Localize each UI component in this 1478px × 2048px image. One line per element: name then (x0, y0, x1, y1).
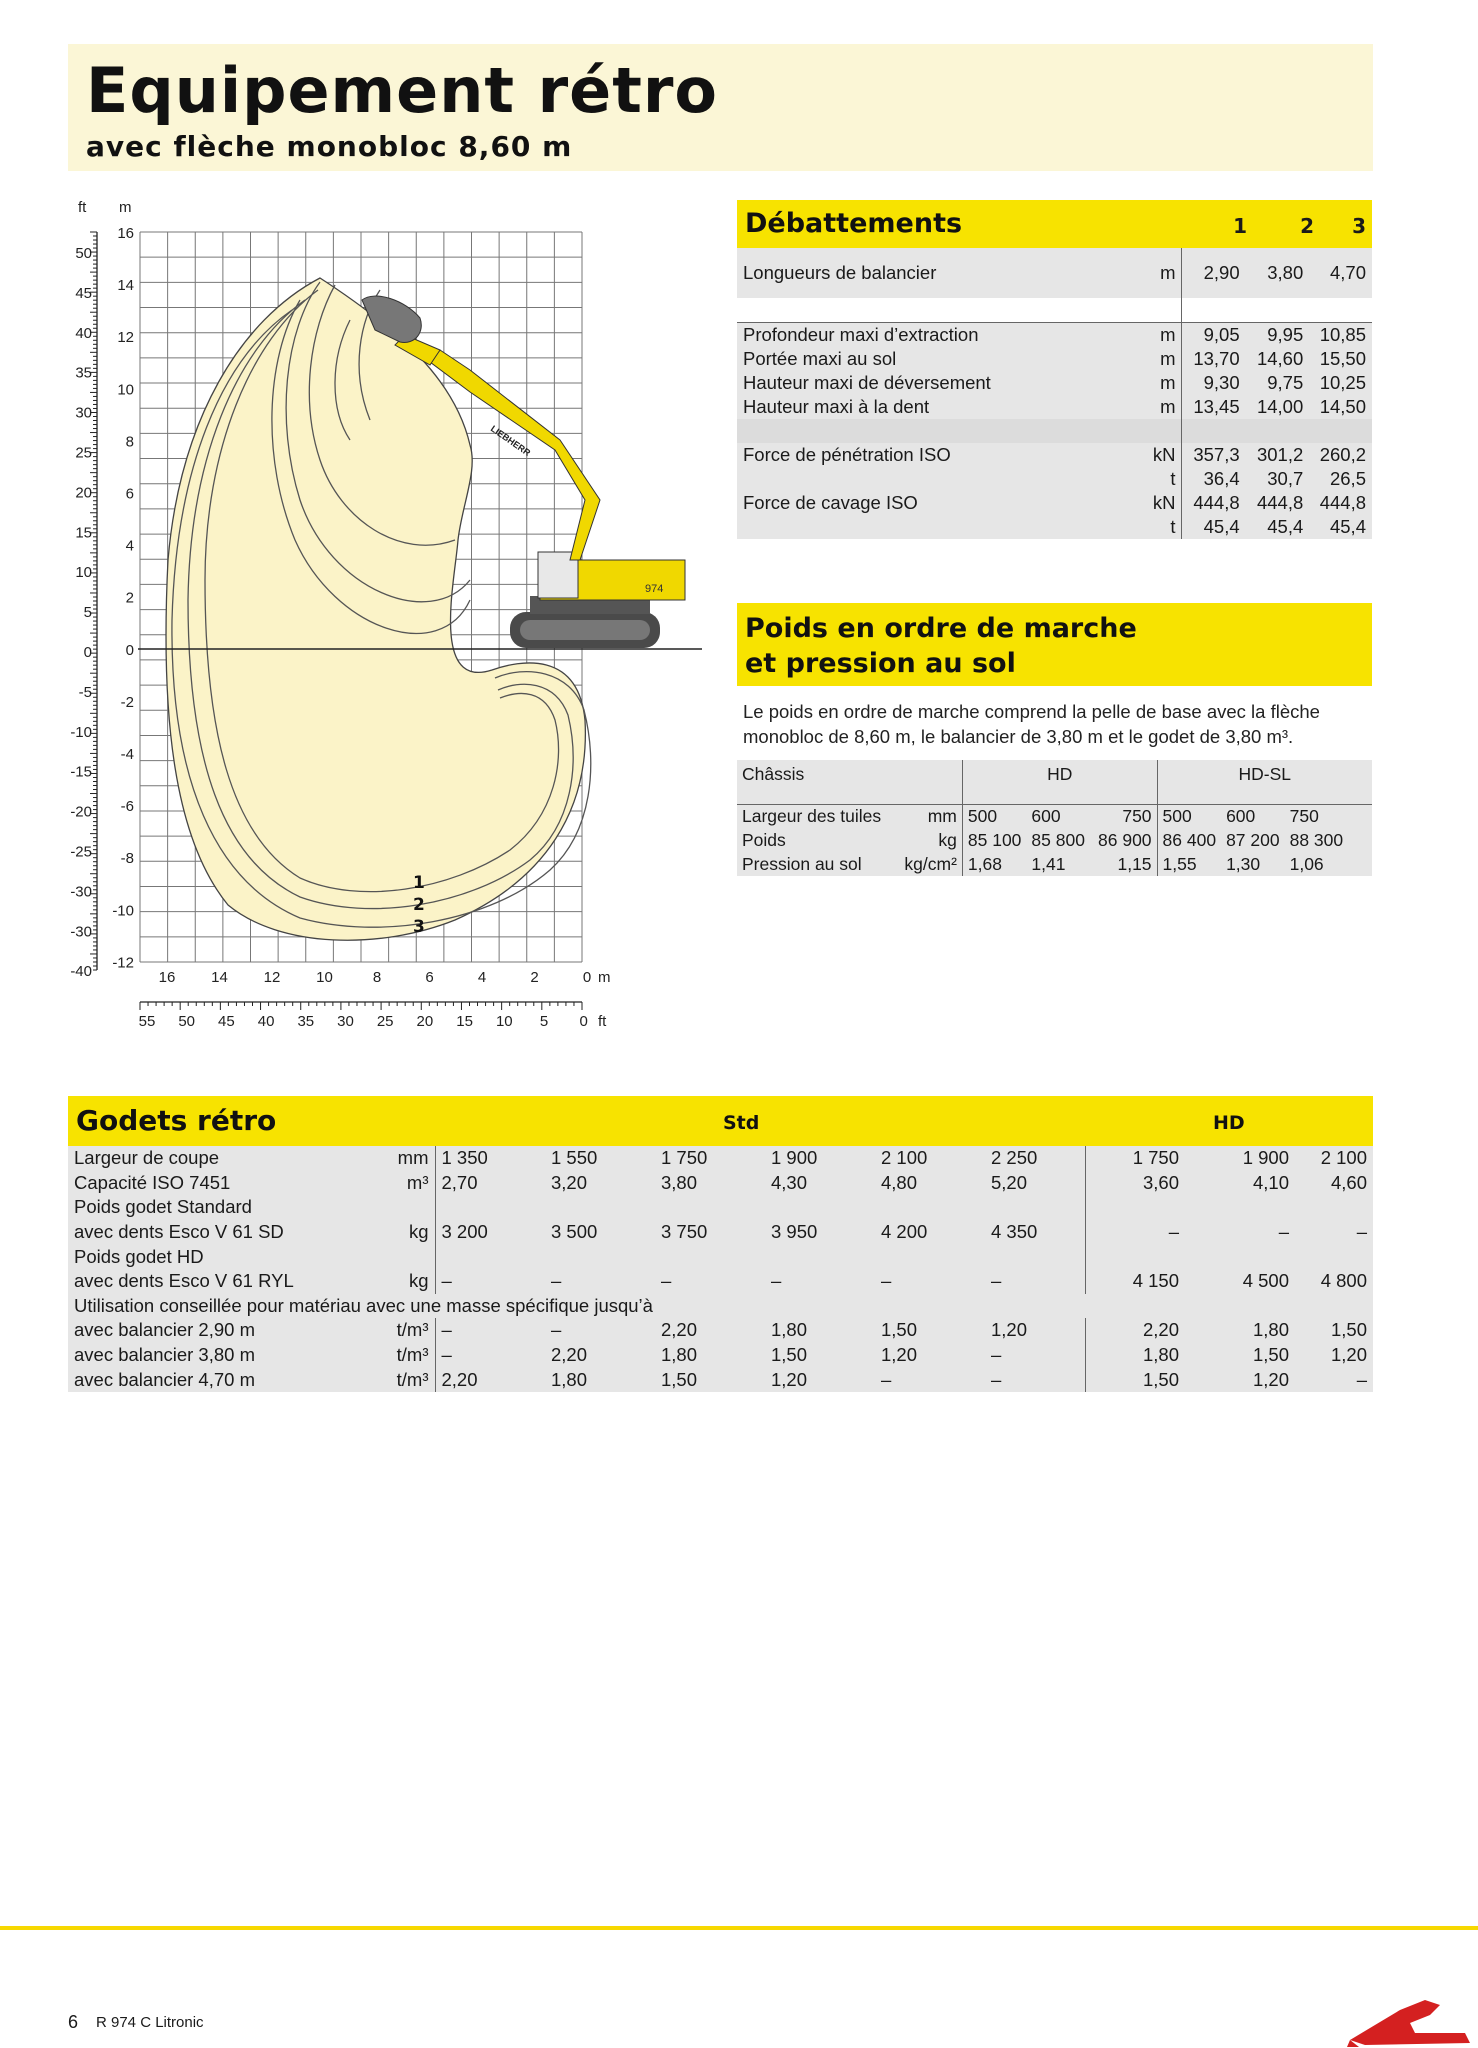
cell-value (1185, 1244, 1295, 1269)
row-label: Poids godet HD (74, 1245, 204, 1267)
cell-value: 2,20 (435, 1367, 545, 1392)
cell-value: 1,30 (1226, 853, 1261, 874)
working-range-diagram (0, 190, 720, 1050)
cell-value: 1 900 (771, 1147, 818, 1169)
table-row (68, 1343, 1373, 1368)
table-row (737, 760, 1372, 804)
ft-axis-bottom-label: 30 (337, 1013, 354, 1030)
cell-value: 3 200 (435, 1220, 545, 1245)
cell-value: 2 250 (991, 1147, 1038, 1169)
cell-value: 3 950 (771, 1221, 818, 1243)
ft-axis-bottom-label: 35 (297, 1013, 315, 1030)
footer-model: R 974 C Litronic (96, 2014, 204, 2031)
row-unit: kN (1152, 444, 1176, 465)
m-axis-bottom-label: 16 (158, 969, 176, 986)
ft-tick-label: 15 (75, 524, 92, 542)
table-row (68, 1269, 1373, 1294)
cell-value: – (991, 1368, 1002, 1390)
ft-tick-label: 25 (75, 444, 92, 462)
table-row (737, 395, 1372, 419)
debattements-table (737, 248, 1372, 539)
row-label: avec balancier 2,90 m (74, 1319, 255, 1341)
m-tick-label: 8 (125, 433, 134, 451)
cell-value: 750 (1289, 805, 1319, 826)
cell-value: 4,10 (1252, 1171, 1289, 1193)
cell-value: 88 300 (1289, 829, 1344, 850)
godets-std-label: Std (723, 1112, 760, 1134)
cell-value: 1,15 (1117, 853, 1152, 874)
row-unit: m (1160, 372, 1176, 393)
ft-axis-bottom-label: 45 (218, 1013, 235, 1030)
cell-value (545, 1244, 655, 1269)
cell-value: 2,20 (661, 1319, 698, 1341)
cell-value: 1,68 (962, 852, 1026, 876)
axis-unit-ft-bottom: ft (598, 1013, 607, 1030)
ft-tick-label: -15 (70, 763, 92, 781)
cell-value: 2,70 (435, 1171, 545, 1196)
m-tick-label: -8 (120, 850, 134, 868)
cell-value: 1,80 (551, 1368, 588, 1390)
row-label: Poids godet Standard (74, 1196, 252, 1218)
cell-value: 750 (1122, 805, 1152, 826)
m-tick-label: 10 (117, 381, 134, 399)
chassis-hd: HD (962, 760, 1157, 804)
m-axis-bottom-label: 6 (425, 969, 434, 986)
row-label: avec dents Esco V 61 SD (74, 1221, 284, 1243)
godets-title: Godets rétro (76, 1104, 277, 1137)
ft-axis-bottom-label: 15 (456, 1013, 473, 1030)
m-tick-label: -12 (112, 954, 134, 972)
cell-value: 45,4 (1329, 516, 1366, 537)
cell-value (435, 1195, 545, 1220)
cell-value: 85 100 (962, 828, 1026, 852)
row-unit: m³ (406, 1171, 429, 1193)
cell-value: 1,06 (1289, 853, 1324, 874)
cell-value: 36,4 (1182, 467, 1246, 491)
row-unit: kg (408, 1221, 429, 1243)
page-title: Equipement rétro (86, 54, 719, 127)
table-row (68, 1367, 1373, 1392)
m-axis-bottom-label: 14 (211, 969, 228, 986)
m-tick-label: -2 (120, 693, 134, 711)
cell-value: 10,25 (1319, 372, 1366, 393)
row-label: Capacité ISO 7451 (74, 1171, 231, 1193)
cell-value: 3 750 (661, 1221, 708, 1243)
row-label: Largeur de coupe (74, 1147, 220, 1169)
cell-value: – (435, 1343, 545, 1368)
ft-axis-bottom-label: 5 (539, 1013, 549, 1030)
cell-value: 9,05 (1182, 323, 1246, 348)
row-label: Longueurs de balancier (743, 262, 937, 283)
debattements-section (737, 200, 1372, 539)
cell-value: 14,00 (1256, 396, 1304, 417)
cell-value: 1,20 (1252, 1368, 1289, 1390)
table-row (68, 1318, 1373, 1343)
cell-value (1185, 1195, 1295, 1220)
cell-value: 2,20 (551, 1344, 588, 1366)
ft-axis-bottom-label: 20 (416, 1013, 434, 1030)
cell-value: – (1356, 1221, 1367, 1243)
cell-value (655, 1244, 765, 1269)
ft-tick-label: -20 (70, 803, 92, 821)
boom-brand-label: LIEBHERR (488, 423, 533, 459)
curve-label-1: 1 (413, 873, 425, 893)
m-tick-label: 0 (125, 641, 134, 659)
godets-section (68, 1096, 1373, 1392)
cell-value (1085, 1195, 1185, 1220)
cell-value: 1,55 (1157, 852, 1221, 876)
ft-tick-label: -5 (78, 683, 92, 701)
row-unit (373, 1195, 435, 1220)
godets-header (68, 1096, 1373, 1146)
row-unit: t/m³ (396, 1344, 429, 1366)
row-unit: mm (927, 805, 957, 826)
row-unit: mm (397, 1147, 429, 1169)
row-unit: m (1160, 262, 1176, 283)
cell-value: 1 750 (661, 1147, 708, 1169)
poids-header (737, 603, 1372, 686)
cell-value: 4,80 (881, 1171, 918, 1193)
cell-value: 13,45 (1182, 395, 1246, 419)
row-label: Hauteur maxi de déversement (743, 372, 991, 393)
cell-value (875, 1195, 985, 1220)
ft-tick-label: 35 (75, 364, 92, 382)
table-row (737, 347, 1372, 371)
cell-value: 85 800 (1031, 829, 1085, 850)
cell-value: 444,8 (1182, 491, 1246, 515)
cell-value: – (991, 1270, 1002, 1292)
table-row (737, 248, 1372, 298)
cell-value (655, 1195, 765, 1220)
row-unit: m (1160, 324, 1176, 345)
cell-value: 1,41 (1031, 853, 1066, 874)
row-label: Profondeur maxi d’extraction (743, 324, 979, 345)
row-label: avec balancier 3,80 m (74, 1344, 255, 1366)
table-row (737, 467, 1372, 491)
cell-value: 444,8 (1319, 492, 1366, 513)
axis-unit-m-left: m (119, 199, 132, 216)
ft-axis-bottom-label: 0 (579, 1013, 588, 1030)
chassis-label: Châssis (742, 764, 805, 784)
m-tick-label: 4 (125, 537, 134, 555)
ft-tick-label: -10 (70, 723, 92, 741)
table-row (68, 1146, 1373, 1171)
row-unit: kN (1152, 492, 1176, 513)
cell-value: 1,50 (1252, 1344, 1289, 1366)
usage-label: Utilisation conseillée pour matériau avec une masse spécifique jusqu’à (74, 1294, 653, 1316)
m-tick-label: -6 (120, 798, 134, 816)
row-label: Hauteur maxi à la dent (743, 396, 930, 417)
cell-value: – (551, 1270, 562, 1292)
ft-tick-label: -30 (70, 883, 92, 901)
m-tick-label: 16 (117, 225, 134, 242)
cell-value: 1,20 (881, 1344, 918, 1366)
ft-tick-label: 20 (75, 484, 92, 502)
row-label: Force de pénétration ISO (743, 444, 951, 465)
row-unit: t/m³ (396, 1319, 429, 1341)
cell-value: 9,75 (1267, 372, 1304, 393)
row-unit: t (1170, 516, 1176, 537)
cell-value: 3,20 (551, 1171, 588, 1193)
cell-value: 444,8 (1256, 492, 1304, 513)
row-unit: t (1170, 468, 1176, 489)
cell-value: 500 (1157, 804, 1221, 828)
cell-value: 1,20 (991, 1319, 1028, 1341)
row-label: avec dents Esco V 61 RYL (74, 1270, 294, 1292)
cell-value: – (1356, 1368, 1367, 1390)
row-unit: t/m³ (396, 1368, 429, 1390)
table-row (68, 1195, 1373, 1220)
m-tick-label: 12 (117, 329, 134, 347)
cell-value: 600 (1031, 805, 1061, 826)
cell-value: 1,50 (881, 1319, 918, 1341)
cell-value: 4,30 (771, 1171, 808, 1193)
m-axis-bottom-label: 2 (530, 969, 539, 986)
cell-value: 86 400 (1157, 828, 1221, 852)
cell-value: 500 (962, 804, 1026, 828)
m-tick-label: -4 (120, 746, 134, 763)
table-row (737, 443, 1372, 467)
ft-tick-label: 40 (75, 324, 92, 342)
axis-unit-ft-left: ft (78, 199, 87, 216)
debattements-title: Débattements (745, 208, 963, 239)
row-unit: kg (938, 829, 957, 850)
title-banner (68, 44, 1373, 171)
row-label: Largeur des tuiles (742, 805, 882, 826)
cell-value: 1 750 (1085, 1146, 1185, 1171)
table-row (737, 323, 1372, 348)
cell-value: 4,60 (1330, 1171, 1367, 1193)
row-label: avec balancier 4,70 m (74, 1368, 255, 1390)
ft-axis-bottom-label: 50 (178, 1013, 196, 1030)
row-label: Poids (742, 829, 786, 850)
cell-value: 357,3 (1182, 443, 1246, 467)
cell-value: – (1085, 1220, 1185, 1245)
cell-value: 3,80 (661, 1171, 698, 1193)
cell-value: 4,70 (1329, 262, 1366, 283)
row-unit: kg/cm² (904, 853, 957, 874)
godets-table (68, 1146, 1373, 1392)
cell-value (435, 1244, 545, 1269)
ft-axis-bottom-label: 40 (257, 1013, 275, 1030)
debattements-col-3: 3 (1352, 214, 1366, 238)
godets-hd-label: HD (1213, 1112, 1245, 1134)
poids-table (737, 760, 1372, 876)
cell-value: 45,4 (1182, 515, 1246, 539)
row-label (737, 467, 1147, 491)
cell-value: 14,50 (1319, 396, 1366, 417)
cell-value: 600 (1226, 805, 1256, 826)
debattements-header (737, 200, 1372, 248)
cell-value: 13,70 (1182, 347, 1246, 371)
cell-value: 9,95 (1267, 324, 1304, 345)
cell-value (1085, 1244, 1185, 1269)
cell-value (985, 1244, 1085, 1269)
ft-tick-label: -40 (70, 963, 92, 981)
excavator-logo-icon (1345, 1985, 1478, 2048)
m-axis-bottom-label: 12 (263, 969, 281, 986)
ft-tick-label: -30 (70, 923, 92, 941)
cell-value: – (881, 1270, 892, 1292)
m-axis-bottom-label: 8 (372, 969, 382, 986)
cell-value: 3,60 (1085, 1171, 1185, 1196)
cell-value: 3,80 (1267, 262, 1304, 283)
cell-value: 1,80 (771, 1319, 808, 1341)
chassis-hdsl: HD-SL (1157, 760, 1372, 804)
cell-value: 26,5 (1329, 468, 1366, 489)
cell-value: 1 350 (435, 1146, 545, 1171)
cell-value: 1,20 (1330, 1344, 1367, 1366)
ft-axis-bottom-label: 55 (138, 1013, 156, 1030)
ft-axis-bottom-label: 10 (495, 1013, 513, 1030)
cell-value: – (551, 1319, 562, 1341)
cell-value: 1,80 (1252, 1319, 1289, 1341)
cell-value: 10,85 (1319, 324, 1366, 345)
cell-value: 4 150 (1085, 1269, 1185, 1294)
cell-value (985, 1195, 1085, 1220)
table-row (737, 804, 1372, 828)
cell-value: – (1278, 1221, 1289, 1243)
cell-value: 5,20 (991, 1171, 1028, 1193)
table-row (737, 491, 1372, 515)
row-label: Force de cavage ISO (743, 492, 918, 513)
debattements-col-2: 2 (1300, 214, 1314, 238)
cell-value: 4 200 (881, 1221, 928, 1243)
cell-value (1295, 1195, 1373, 1220)
poids-description: Le poids en ordre de marche comprend la pelle de base avec la flèche monobloc de 8,60 m, le balancier de 3,80 m et le godet de 3,80 m³. (743, 701, 1320, 747)
m-axis-bottom-label: 4 (477, 969, 487, 986)
m-tick-label: -10 (112, 902, 134, 920)
cell-value: 1,20 (771, 1368, 808, 1390)
cell-value: 4 800 (1320, 1270, 1367, 1292)
table-row (68, 1294, 1373, 1319)
page-number: 6 (68, 2012, 79, 2032)
row-label: Pression au sol (742, 853, 862, 874)
cell-value: – (661, 1270, 672, 1292)
cell-value: 1,80 (1085, 1343, 1185, 1368)
cell-value: 14,60 (1256, 348, 1304, 369)
m-axis-bottom-label: 0 (582, 969, 592, 986)
cell-value (1295, 1244, 1373, 1269)
m-tick-label: 2 (125, 589, 134, 607)
cell-value (875, 1244, 985, 1269)
row-unit: kg (408, 1270, 429, 1292)
curve-label-2: 2 (413, 895, 425, 915)
footer-rule (0, 1926, 1478, 1930)
cell-value: 2 100 (881, 1147, 928, 1169)
cell-value: 2,90 (1182, 248, 1246, 298)
cell-value: 4 500 (1242, 1270, 1289, 1292)
axis-unit-m-bottom: m (598, 969, 611, 986)
ft-tick-label: 0 (83, 644, 92, 661)
cell-value: – (435, 1269, 545, 1294)
ft-tick-label: 30 (75, 404, 92, 422)
cell-value: 87 200 (1226, 829, 1280, 850)
ft-tick-label: 45 (75, 284, 92, 302)
cell-value: 15,50 (1319, 348, 1366, 369)
row-unit: m (1160, 348, 1176, 369)
ft-tick-label: 10 (75, 564, 92, 582)
poids-title-line-1: Poids en ordre de marche (745, 613, 1137, 644)
cell-value: 3 500 (551, 1221, 598, 1243)
machine-model-label: 974 (645, 583, 664, 595)
table-row (737, 828, 1372, 852)
cell-value: – (771, 1270, 782, 1292)
curve-label-3: 3 (413, 917, 425, 937)
cell-value: 1,50 (1330, 1319, 1367, 1341)
cell-value: 1 900 (1242, 1147, 1289, 1169)
cell-value: 1 550 (551, 1147, 598, 1169)
poids-title-line-2: et pression au sol (745, 648, 1016, 679)
cell-value: 260,2 (1319, 444, 1366, 465)
ft-tick-label: 50 (75, 245, 92, 262)
table-row (737, 371, 1372, 395)
cell-value: – (991, 1344, 1002, 1366)
table-row (68, 1171, 1373, 1196)
row-unit (373, 1244, 435, 1269)
ft-ruler-bottom (140, 1002, 582, 1010)
row-label: Portée maxi au sol (743, 348, 897, 369)
m-tick-label: 6 (125, 485, 134, 503)
cell-value: 1,80 (661, 1344, 698, 1366)
row-label (737, 515, 1147, 539)
ft-tick-label: -25 (70, 843, 92, 861)
cell-value: 2 100 (1320, 1147, 1367, 1169)
page-subtitle: avec flèche monobloc 8,60 m (86, 130, 573, 163)
debattements-col-1: 1 (1233, 214, 1247, 238)
m-axis-bottom-label: 10 (316, 969, 333, 986)
m-tick-label: 14 (117, 277, 134, 295)
cell-value: 4 350 (991, 1221, 1038, 1243)
cell-value: 9,30 (1182, 371, 1246, 395)
cell-value (545, 1195, 655, 1220)
cell-value (765, 1244, 875, 1269)
table-row (737, 515, 1372, 539)
ft-axis-bottom-label: 25 (376, 1013, 394, 1030)
cell-value: 301,2 (1256, 444, 1304, 465)
cell-value: 30,7 (1267, 468, 1304, 489)
cell-value: – (881, 1368, 892, 1390)
cell-value: 86 900 (1098, 829, 1152, 850)
table-row (737, 852, 1372, 876)
cell-value (765, 1195, 875, 1220)
table-row (68, 1244, 1373, 1269)
ft-tick-label: 5 (83, 604, 92, 622)
cell-value: 45,4 (1267, 516, 1304, 537)
cell-value: 1,50 (661, 1368, 698, 1390)
cell-value: 2,20 (1085, 1318, 1185, 1343)
cell-value: 1,50 (771, 1344, 808, 1366)
row-unit: m (1160, 396, 1176, 417)
cell-value: 1,50 (1085, 1367, 1185, 1392)
table-row (68, 1220, 1373, 1245)
cell-value: – (435, 1318, 545, 1343)
